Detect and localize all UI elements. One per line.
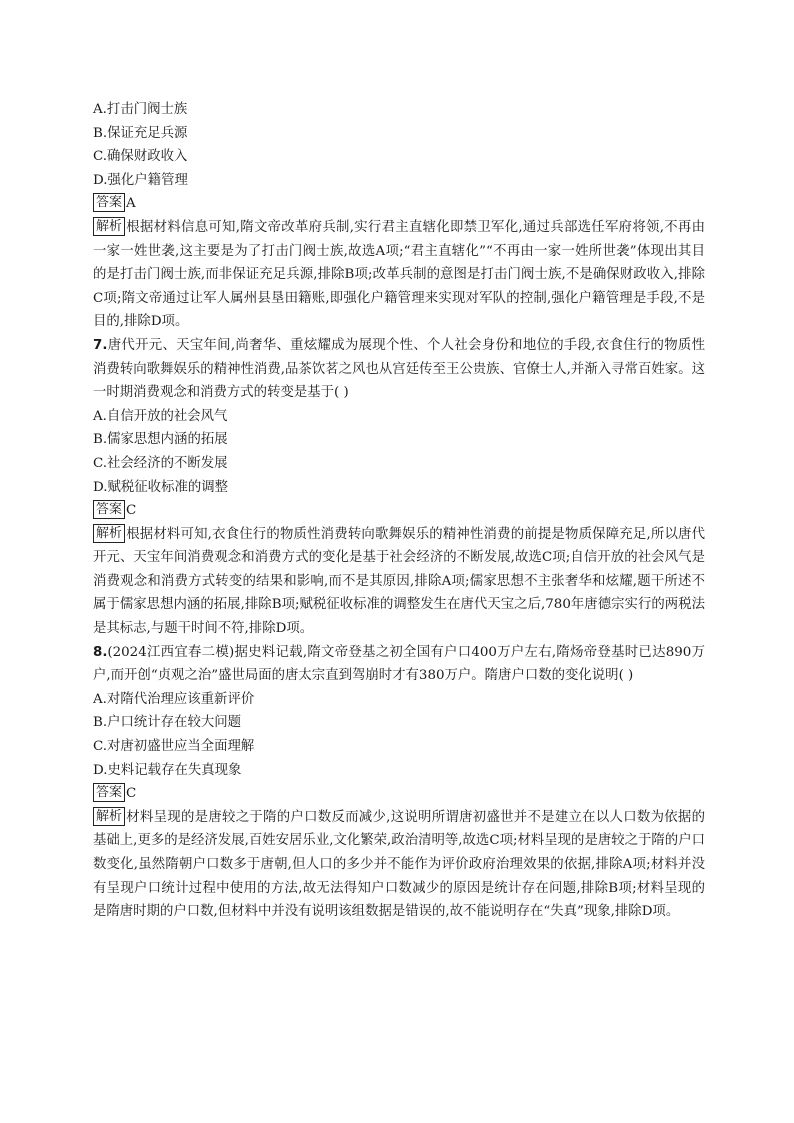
q7-options [93,405,705,499]
q6-answer: A [126,196,136,212]
answer-label: 答案 [93,193,125,212]
document-page [93,98,705,924]
q6-option-b: B.保证充足兵源 [93,125,188,141]
q8-stem-block [93,641,705,688]
q7-stem: 唐代开元、天宝年间,尚奢华、重炫耀成为展现个性、个人社会身份和地位的手段,衣食住行的物质性消费转向歌舞娱乐的精神性消费,品茶饮茗之风也从宫廷传至王公贵族、官僚士人,并渐入寻常百姓家。这一时期消费观念和消费方式的转变是基于( ) [93,337,705,401]
q8-option-c: C.对唐初盛世应当全面理解 [93,739,255,755]
answer-label: 答案 [93,783,125,802]
q8-analysis-block [93,806,705,924]
analysis-label: 解析 [93,524,125,543]
q6-analysis-block [93,216,705,334]
q6-option-d: D.强化户籍管理 [93,172,188,188]
q8-stem: (2024江西宜春二模)据史料记载,隋文帝登基之初全国有户口400万户左右,隋炀帝登基时已达890万户,而开创“贞观之治”盛世局面的唐太宗直到驾崩时才有380万户。隋唐户口数的变化说明( ) [93,644,705,684]
q7-option-a: A.自信开放的社会风气 [93,408,228,424]
q8-options [93,688,705,782]
q8-number: 8. [93,644,108,660]
q6-analysis: 根据材料信息可知,隋文帝改革府兵制,实行君主直辖化即禁卫军化,通过兵部选任军府将领,不再由一家一姓世袭,这主要是为了打击门阀士族,故选A项;“君主直辖化”“不再由一家一姓所世袭”体现出其目的是打击门阀士族,而非保证充足兵源,排除B项;改革兵制的意图是打击门阀士族,不是确保财政收入,排除C项;隋文帝通过让军人属州县垦田籍账,即强化户籍管理来实现对军队的控制,强化户籍管理是手段,不是目的,排除D项。 [93,219,705,330]
q7-answer-line [93,499,705,523]
q7-option-b: B.儒家思想内涵的拓展 [93,432,228,448]
q7-stem-block [93,334,705,405]
q8-answer-line [93,782,705,806]
q7-analysis-block [93,523,705,641]
q7-answer: C [126,503,137,519]
answer-label: 答案 [93,500,125,519]
q6-answer-line [93,192,705,216]
q8-option-d: D.史料记载存在失真现象 [93,762,242,778]
q7-analysis: 根据材料可知,衣食住行的物质性消费转向歌舞娱乐的精神性消费的前提是物质保障充足,所以唐代开元、天宝年间消费观念和消费方式的变化是基于社会经济的不断发展,故选C项;自信开放的社会风气是消费观念和消费方式转变的结果和影响,而不是其原因,排除A项;儒家思想不主张奢华和炫耀,题干所述不属于儒家思想内涵的拓展,排除B项;赋税征收标准的调整发生在唐代天宝之后,780年唐德宗实行的两税法是其标志,与题干时间不符,排除D项。 [93,526,705,637]
q7-option-c: C.社会经济的不断发展 [93,455,228,471]
q6-option-a: A.打击门阀士族 [93,102,188,117]
q8-analysis: 材料呈现的是唐较之于隋的户口数反而减少,这说明所谓唐初盛世并不是建立在以人口数为依据的基础上,更多的是经济发展,百姓安居乐业,文化繁荣,政治清明等,故选C项;材料呈现的是唐较之于隋的户口数变化,虽然隋朝户口数多于唐朝,但人口的多少并不能作为评价政府治理效果的依据,排除A项;材料并没有呈现户口统计过程中使用的方法,故无法得知户口数减少的原因是统计存在问题,排除B项;材料呈现的是隋唐时期的户口数,但材料中并没有说明该组数据是错误的,故不能说明存在“失真”现象,排除D项。 [93,809,705,920]
q8-option-a: A.对隋代治理应该重新评价 [93,691,255,707]
q8-answer: C [126,786,137,802]
q7-number: 7. [93,337,108,353]
analysis-label: 解析 [93,807,125,826]
q8-option-b: B.户口统计存在较大问题 [93,715,242,731]
analysis-label: 解析 [93,217,125,236]
q7-option-d: D.赋税征收标准的调整 [93,479,229,495]
q6-options [93,98,705,192]
q6-option-c: C.确保财政收入 [93,149,188,165]
